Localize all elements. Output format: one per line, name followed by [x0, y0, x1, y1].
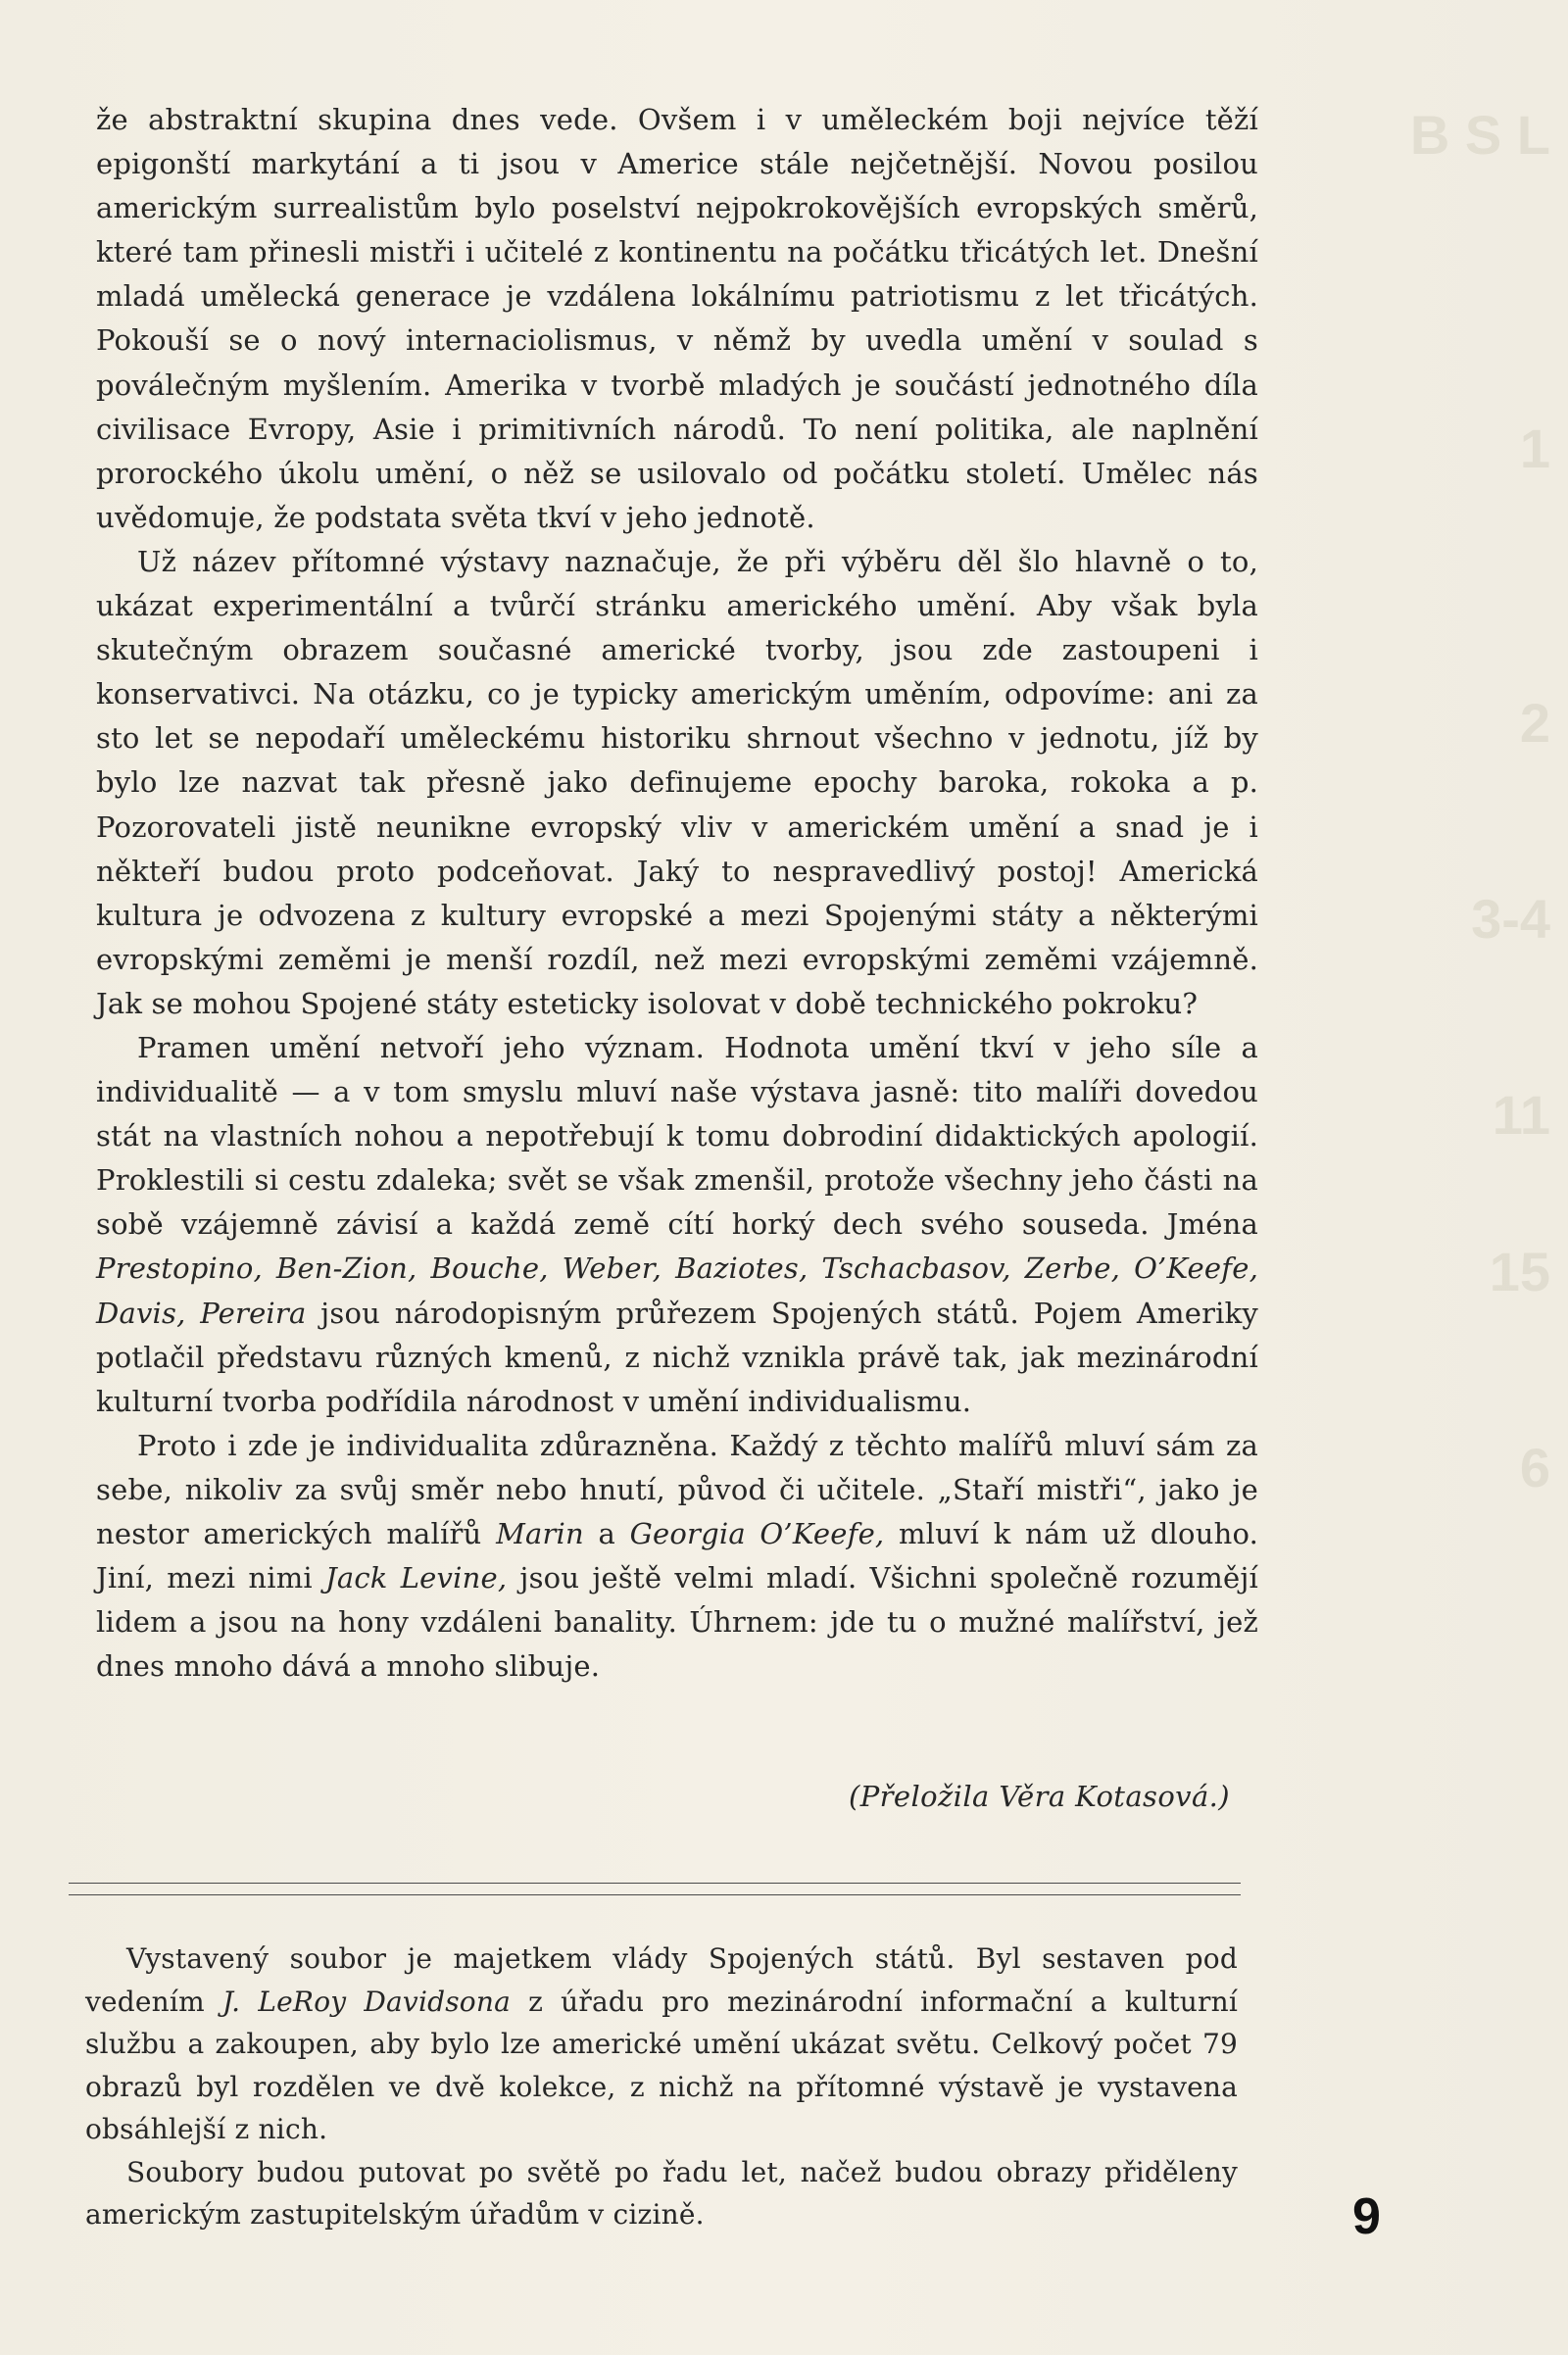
footnote: [85, 1938, 1238, 2236]
painter-names: Prestopino, Ben-Zion, Bouche, Weber, Baziotes, Tschacbasov, Zerbe, O’Keefe, Davis, Pereira: [96, 1251, 1258, 1330]
paragraph-4-part4: jsou ještě velmi mladí. Všichni společně rozumějí lidem a jsou na hony vzdáleni banality. Úhrnem: jde tu o mužné malířství, jež dnes mnoho dává a mnoho slibuje.: [96, 1561, 1258, 1684]
paragraph-4-part3: mluví k nám už dlouho. Jiní, mezi nimi: [96, 1517, 1259, 1595]
footnote-paragraph-1: [85, 1938, 1238, 2151]
paragraph-4-part2: a: [583, 1517, 630, 1550]
paragraph-1: že abstraktní skupina dnes vede. Ovšem i v uměleckém boji nejvíce těží epigonští markytání a ti jsou v Americe stále nejčetnější. Novou posilou americkým surrealistům bylo poselství nejpokrokovějších evropských směrů, které tam přinesli mistři i učitelé z kontinentu na počátku třicátých let. Dnešní mladá umělecká generace je vzdálena lokálnímu patriotismu z let třicátých. Pokouší se o nový internaciolismus, v němž by uvedla umění v soulad s poválečným myšlením. Amerika v tvorbě mladých je součástí jednotného díla civilisace Evropy, Asie i primitivních národů. To není politika, ale naplnění prorockého úkolu umění, o něž se usilovalo od počátku století. Umělec nás uvědomuje, že podstata světa tkví v jeho jednotě.: [96, 103, 1258, 534]
show-through-text: B S L 1 2 3-4 11 15 6: [1409, 104, 1550, 1498]
article-body: [96, 98, 1258, 1689]
footnote-1-before: Vystavený soubor je majetkem vlády Spojených států. Byl sestaven pod vedením: [85, 1942, 1238, 2018]
translator-credit: (Přeložila Věra Kotasová.): [849, 1780, 1230, 1813]
paragraph-4-part1: Proto i zde je individualita zdůrazněna. Každý z těchto malířů mluví sám za sebe, nikoliv za svůj směr nebo hnutí, původ či učitele. „Staří mistři“, jako je nestor amerických malířů: [96, 1428, 1258, 1550]
painter-name-levine: Jack Levine,: [325, 1561, 508, 1595]
paragraph-3: [96, 1026, 1258, 1424]
footnote-1-after: z úřadu pro mezinárodní informační a kulturní službu a zakoupen, aby bylo lze americké umění ukázat světu. Celkový počet 79 obrazů byl rozdělen ve dvě kolekce, z nichž na přítomné výstavě je vystavena obsáhlejší z nich.: [85, 1985, 1238, 2145]
painter-name-okeefe: Georgia O’Keefe,: [629, 1517, 885, 1550]
curator-name: J. LeRoy Davidsona: [221, 1985, 511, 2018]
paragraph-3-before: Pramen umění netvoří jeho význam. Hodnota umění tkví v jeho síle a individualitě — a v tom smyslu mluví naše výstava jasně: tito malíři dovedou stát na vlastních nohou a nepotřebují k tomu dobrodiní didaktických apologií. Proklestili si cestu zdaleka; svět se však zmenšil, protože všechny jeho části na sobě vzájemně závisí a každá země cítí horký dech svého souseda. Jména: [96, 1030, 1258, 1242]
paragraph-2: Už název přítomné výstavy naznačuje, že při výběru děl šlo hlavně o to, ukázat experimentální a tvůrčí stránku amerického umění. Aby však byla skutečným obrazem současné americké tvorby, jsou zde zastoupeni i konservativci. Na otázku, co je typicky americkým uměním, odpovíme: ani za sto let se nepodaří uměleckému historiku shrnout všechno v jednotu, jíž by bylo lze nazvat tak přesně jako definujeme epochy baroka, rokoka a p. Pozorovateli jistě neunikne evropský vliv v americkém umění a snad je i někteří budou proto podceňovat. Jaký to nespravedlivý postoj! Americká kultura je odvozena z kultury evropské a mezi Spojenými státy a některými evropskými zeměmi je menší rozdíl, než mezi evropskými zeměmi vzájemně. Jak se mohou Spojené státy esteticky isolovat v době technického pokroku?: [96, 544, 1258, 1020]
page-number: 9: [1352, 2188, 1381, 2245]
painter-name-marin: Marin: [496, 1517, 584, 1550]
divider-line-top: [69, 1883, 1241, 1884]
footnote-paragraph-2: Soubory budou putovat po světě po řadu let, načež budou obrazy přiděleny americkým zastupitelským úřadům v cizině.: [85, 2155, 1238, 2231]
paragraph-4: [96, 1424, 1258, 1690]
divider-line-bottom: [69, 1894, 1241, 1895]
paragraph-3-after: jsou národopisným průřezem Spojených států. Pojem Ameriky potlačil představu různých kmenů, z nichž vznikla právě tak, jak mezinárodní kulturní tvorba podřídila národnost v umění individualismu.: [96, 1296, 1258, 1418]
